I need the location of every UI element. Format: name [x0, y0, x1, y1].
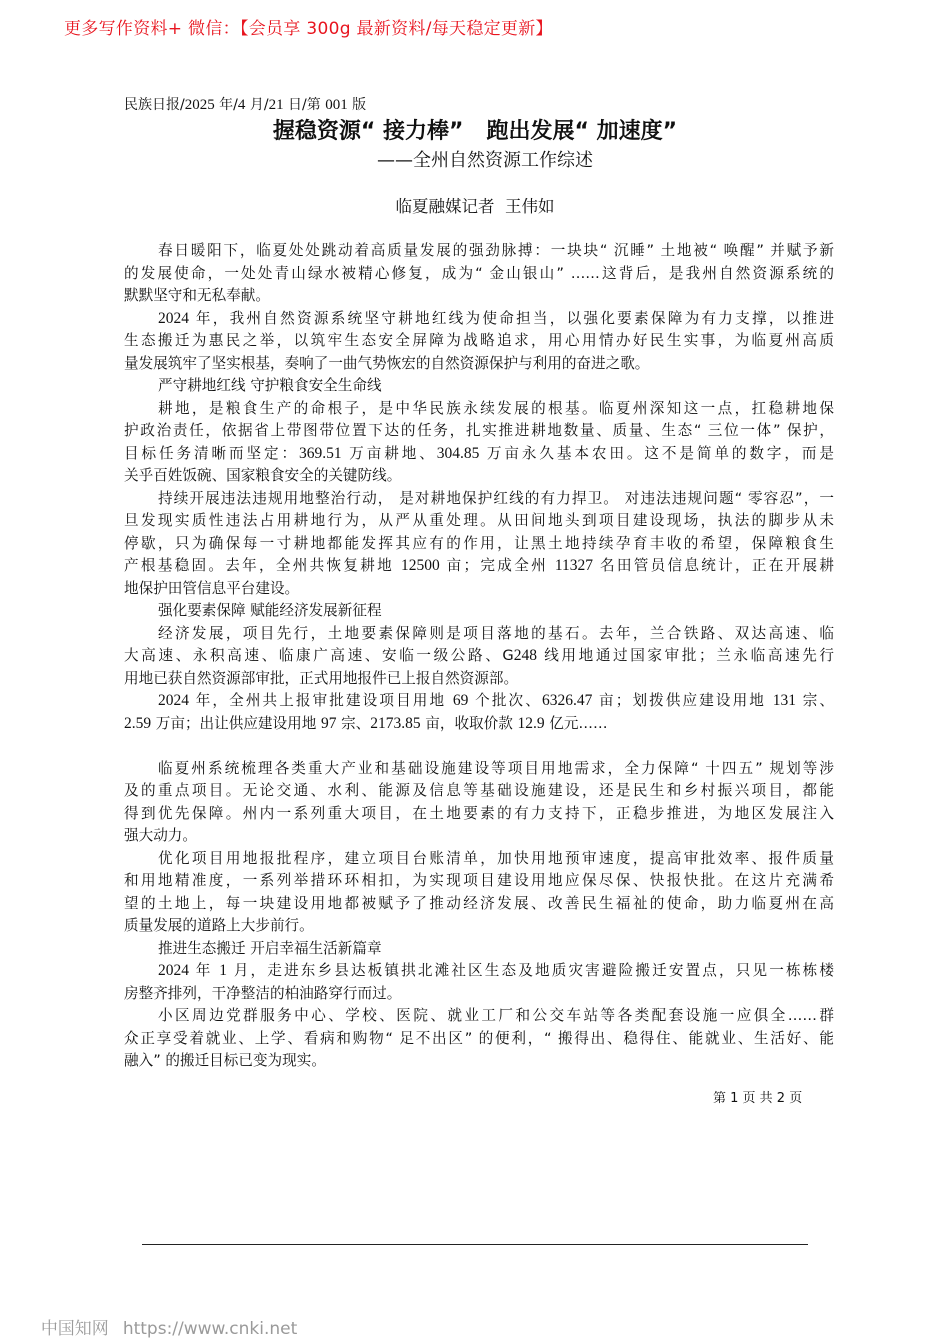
paragraph-line: 望的土地上，每一块建设用地都被赋予了推动经济发展、改善民生福祉的使命，助力临夏州在高 — [124, 894, 834, 912]
cnki-site-name: 中国知网 — [40, 1319, 109, 1339]
section-heading — [124, 600, 834, 623]
paragraph-line: 产根基稳固。去年，全州共恢复耕地 12500 亩；完成全州 11327 名田管员信息统计，正在开展耕 — [124, 557, 834, 574]
section-heading-text: 推进生态搬迁 开启幸福生活新篇章 — [158, 939, 382, 957]
byline: 临夏融媒记者 王伟如 — [395, 197, 555, 216]
paragraph-line: 及的重点项目。无论交通、水利、能源及信息等基础设施建设，还是民生和乡村振兴项目，都能 — [124, 782, 834, 799]
paragraph-line: 停歇，只为确保每一寸耕地都能发挥其应有的作用，让黑土地持续孕育丰收的希望，保障粮食生 — [124, 534, 834, 552]
paragraph-line: 默默坚守和无私奉献。 — [124, 287, 270, 304]
paragraph-line: 和用地精准度，一系列举措环环相扣，为实现项目建设用地应保尽保、快报快批。在这片充满希 — [124, 872, 834, 889]
paragraph-line: 房整齐排列，干净整洁的柏油路穿行而过。 — [124, 984, 402, 1002]
paragraph-gap — [124, 735, 834, 758]
paragraph-line: 2024 年，我州自然资源系统坚守耕地红线为使命担当，以强化要素保障为有力支撑，以推进 — [158, 309, 834, 327]
page-number: 第 1 页 共 2 页 — [713, 1091, 803, 1106]
section-heading — [124, 938, 834, 961]
source-line: 民族日报/2025 年/4 月/21 日/第 001 版 — [124, 97, 367, 113]
paragraph-line: 大高速、永积高速、临康广高速、安临一级公路、G248 线用地通过国家审批；兰永临高速先行 — [124, 647, 834, 664]
paragraph-line: 旦发现实质性违法占用耕地行为，从严从重处理。从田间地头到项目建设现场，执法的脚步从未 — [124, 512, 834, 529]
footer-divider — [142, 1244, 808, 1245]
paragraph — [124, 240, 834, 308]
paragraph — [124, 623, 834, 691]
headline: 握稳资源“ 接力棒” 跑出发展“ 加速度” — [272, 119, 678, 144]
paragraph-line: 得到优先保障。州内一系列重大项目，在土地要素的有力支持下，正稳步推进，为地区发展注入 — [124, 804, 834, 822]
cnki-url: https://www.cnki.net — [122, 1319, 298, 1339]
paragraph-line: 2024 年 1 月，走进东乡县达板镇拱北滩社区生态及地质灾害避险搬迁安置点，只见一栋栋楼 — [158, 962, 834, 979]
paragraph — [124, 398, 834, 488]
section-heading — [124, 375, 834, 398]
paragraph — [124, 758, 834, 848]
paragraph-line: 持续开展违法违规用地整治行动， 是对耕地保护红线的有力捍卫。 对违法违规问题“ 零容忍”，一 — [158, 489, 834, 507]
paragraph-line: 众正享受着就业、上学、看病和购物“ 足不出区” 的便利，“ 搬得出、稳得住、能就业、生活好、能 — [124, 1029, 834, 1047]
cnki-watermark — [30, 1294, 297, 1339]
section-heading-text: 强化要素保障 赋能经济发展新征程 — [158, 602, 382, 619]
paragraph-line: 2.59 万亩；出让供应建设用地 97 宗、2173.85 亩，收取价款 12.9 亿元…… — [124, 714, 608, 732]
paragraph-line: 用地已获自然资源部审批，正式用地报件已上报自然资源部。 — [124, 669, 519, 687]
paragraph-line: 强大动力。 — [124, 827, 197, 844]
paragraph-line: 的发展使命，一处处青山绿水被精心修复，成为“ 金山银山” ……这背后，是我州自然资源系统的 — [124, 264, 834, 282]
paragraph — [124, 1005, 834, 1073]
paragraph-line: 护政治责任，依据省上带图带位置下达的任务，扎实推进耕地数量、质量、生态“ 三位一体” 保护， — [124, 422, 834, 439]
paragraph-line: 2024 年，全州共上报审批建设项目用地 69 个批次、6326.47 亩；划拨供应建设用地 131 宗、 — [158, 692, 834, 709]
paragraph-line: 目标任务清晰而坚定：369.51 万亩耕地、304.85 万亩永久基本农田。这不是简单的数字，而是 — [124, 444, 834, 462]
paragraph-line: 量发展筑牢了坚实根基，奏响了一曲气势恢宏的自然资源保护与利用的奋进之歌。 — [124, 354, 650, 372]
paragraph — [124, 488, 834, 601]
paragraph-line: 春日暖阳下，临夏处处跳动着高质量发展的强劲脉搏：一块块“ 沉睡” 土地被“ 唤醒” 并赋予新 — [158, 242, 834, 259]
section-heading-text: 严守耕地红线 守护粮食安全生命线 — [158, 377, 382, 394]
paragraph-line: 地保护田管信息平台建设。 — [124, 579, 300, 597]
paragraph — [124, 308, 834, 376]
article-body — [124, 240, 834, 1073]
paragraph-line: 生态搬迁为惠民之举，以筑牢生态安全屏障为战略追求，用心用情办好民生实事，为临夏州高质 — [124, 332, 834, 349]
paragraph-line: 耕地，是粮食生产的命根子，是中华民族永续发展的根基。临夏州深知这一点，扛稳耕地保 — [158, 399, 834, 417]
paragraph-line: 小区周边党群服务中心、学校、医院、就业工厂和公交车站等各类配套设施一应俱全……群 — [158, 1007, 834, 1024]
paragraph — [124, 690, 834, 735]
paragraph-line: 临夏州系统梳理各类重大产业和基础设施建设等项目用地需求，全力保障“ 十四五” 规划等涉 — [158, 759, 834, 777]
paragraph-line: 质量发展的道路上大步前行。 — [124, 917, 314, 934]
subheadline: ——全州自然资源工作综述 — [377, 150, 593, 171]
paragraph-line: 关乎百姓饭碗、国家粮食安全的关键防线。 — [124, 467, 402, 484]
paragraph-line: 优化项目用地报批程序，建立项目台账清单，加快用地预审速度，提高审批效率、报件质量 — [158, 849, 834, 867]
paragraph — [124, 960, 834, 1005]
promo-banner: 更多写作资料+ 微信：【会员享 300g 最新资料/每天稳定更新】 — [64, 19, 553, 39]
paragraph-line: 经济发展，项目先行，土地要素保障则是项目落地的基石。去年，兰合铁路、双达高速、临 — [158, 624, 834, 642]
paragraph — [124, 848, 834, 938]
paragraph-line: 融入” 的搬迁目标已变为现实。 — [124, 1052, 326, 1069]
